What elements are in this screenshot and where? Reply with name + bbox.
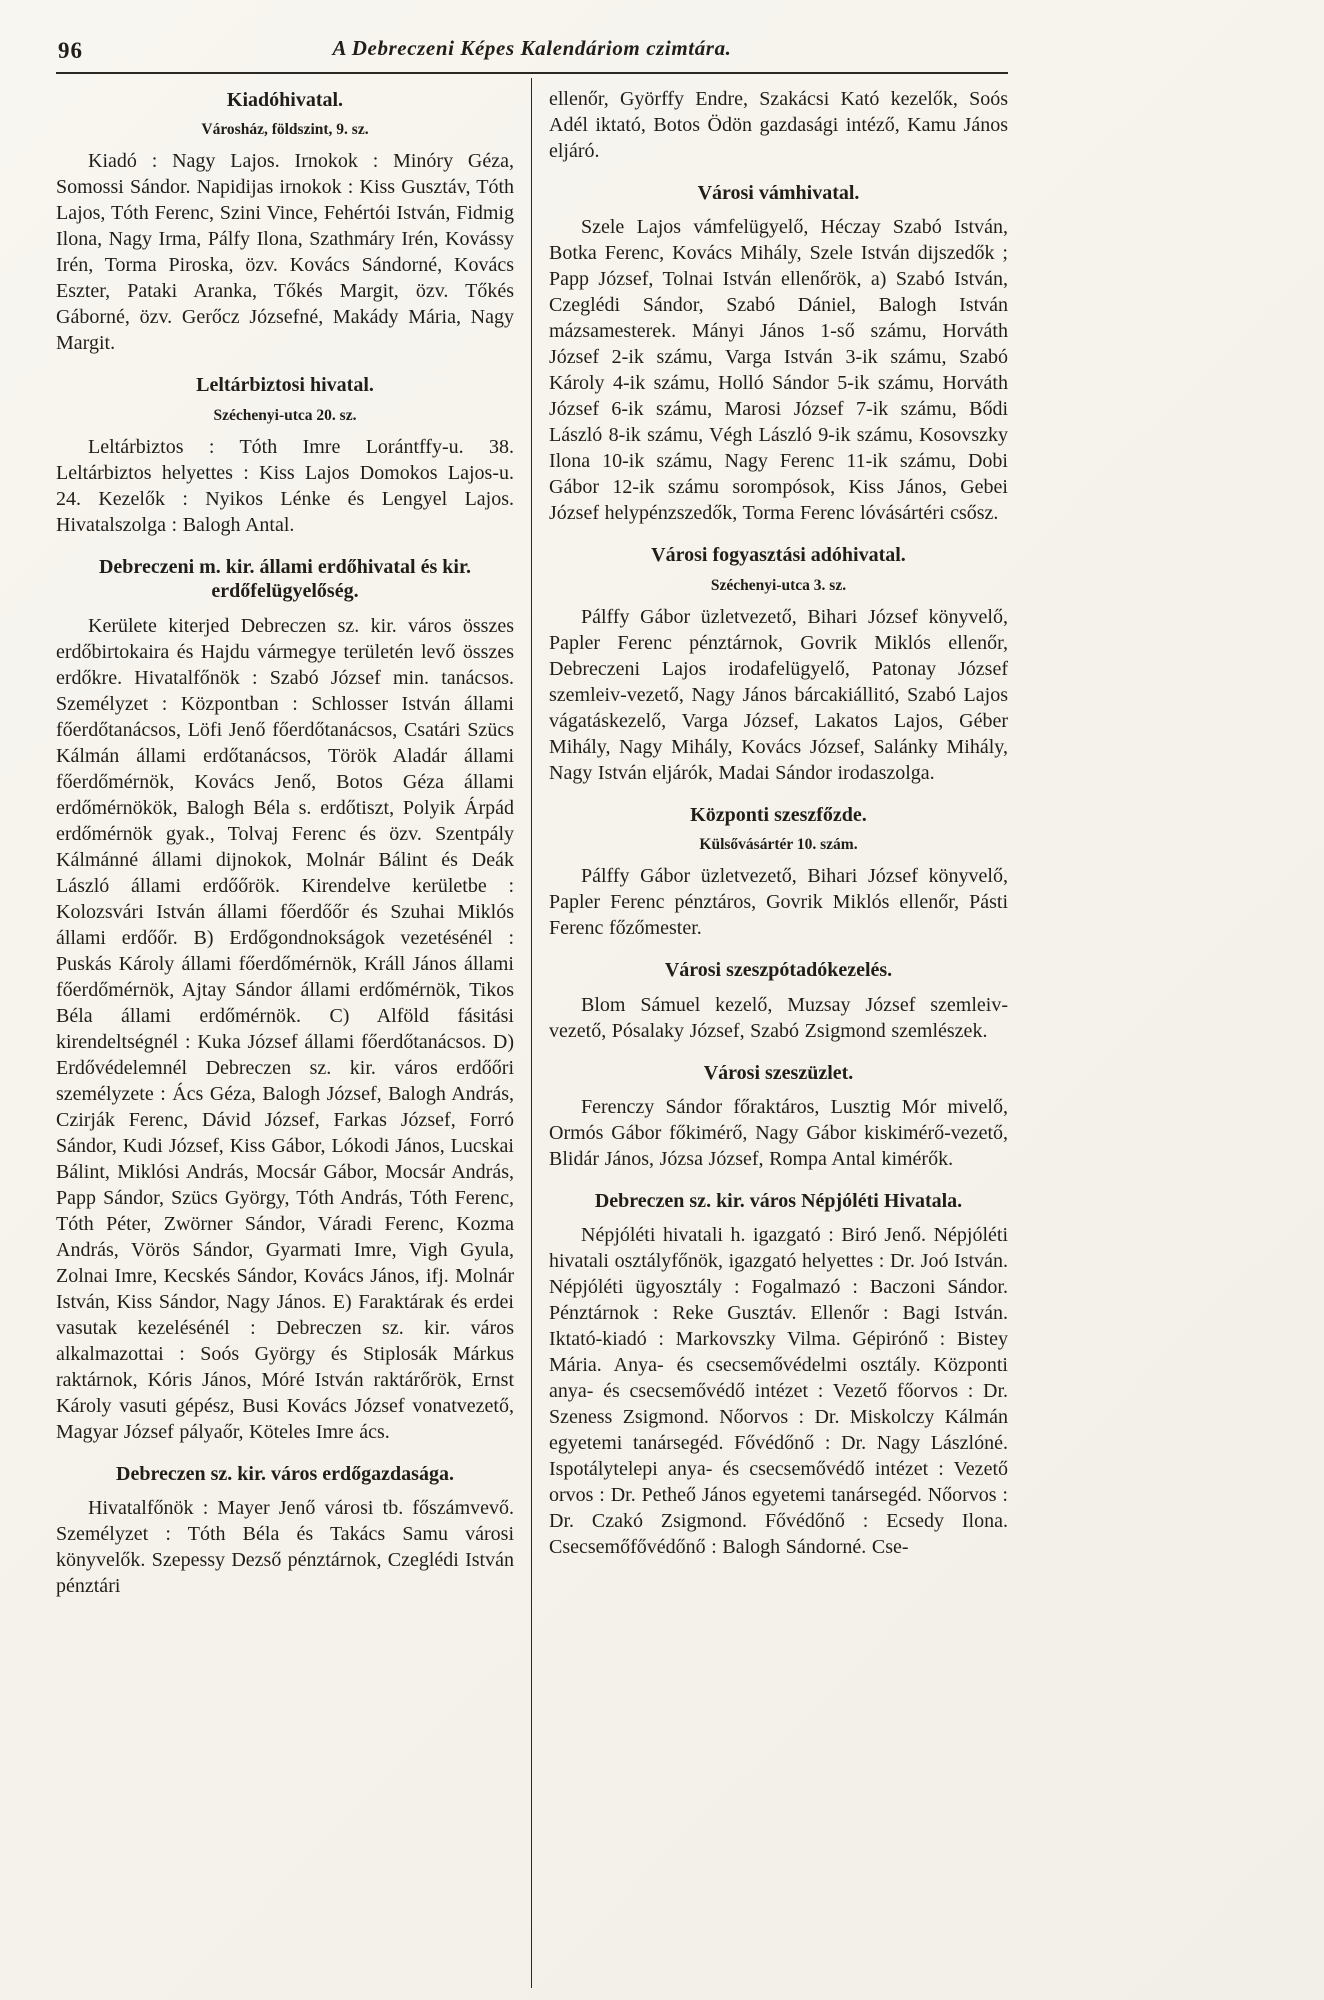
section-address: Széchenyi-utca 20. sz. <box>213 406 357 424</box>
page-number: 96 <box>58 38 83 63</box>
section-title: Debreczen sz. kir. város erdőgazdasága. <box>116 1462 454 1485</box>
directory-section <box>549 181 1008 526</box>
directory-section <box>549 1061 1008 1172</box>
directory-section <box>56 555 514 1445</box>
body-paragraph: Kerülete kiterjed Debreczen sz. kir. város összes erdőbirtokaira és Hajdu vármegye területén levő összes erdőkre. Hivatalfőnök : Szabó József min. tanácsos. Személyzet : Központban : Schlosser István állami főerdőtanácsos, Löfi Jenő főerdőtanácsos, Csatári Szücs Kálmán állami erdőtanácsos, Török Aladár állami főerdőmérnök, Kovács Jenő, Botos Géza állami erdőmérnökök, Balogh Béla s. erdőtiszt, Polyik Árpád erdőmérnök gyak., Tolvaj Ferenc és özv. Szentpály Kálmánné állami dijnokok, Molnár Bálint és Deák László állami erdőőrök. Kirendelve kerületbe : Kolozsvári István állami főerdőőr és Szuhai Miklós állami erdőőr. B) Erdőgondnokságok vezetésénél : Puskás Károly állami főerdőmérnök, Králl János állami főerdőmérnök, Ajtay Sándor állami erdőmérnök, Tikos Béla állami erdőmérnök. C) Alföld fásitási kirendeltségnél : Kuka József állami főerdőtanácsos. D) Erdővédelemnél Debreczen sz. kir. város erdőőri személyzete : Ács Géza, Balogh József, Balogh András, Czirják Ferenc, Dávid József, Farkas József, Forró Sándor, Kudi József, Kiss Gábor, Lókodi János, Lucskai Bálint, Miklósi András, Mocsár Gábor, Mocsár András, Papp Sándor, Szücs György, Tóth András, Tóth Ferenc, Tóth Péter, Zwörner Sándor, Váradi Ferenc, Kozma András, Vörös Sándor, Gyarmati Imre, Vigh Gyula, Zolnai Imre, Kecskés Sándor, Kovács János, ifj. Molnár István, Kiss Sándor, Nagy János. E) Faraktárak és erdei vasutak kezelésénél : Debreczen sz. kir. város alkalmazottai : Soós György és Stiplosák Márkus raktárnok, Kóris János, Móré István raktárőrök, Ernst Károly vasuti gépész, Busi Kovács József vonatvezető, Magyar József pályaőr, Köteles Imre ács. <box>56 614 514 1443</box>
body-paragraph: Pálffy Gábor üzletvezető, Bihari József könyvelő, Papler Ferenc pénztáros, Govrik Miklós ellenőr, Pásti Ferenc főzőmester. <box>549 865 1008 940</box>
continuation-paragraph: ellenőr, Györffy Endre, Szakácsi Kató kezelők, Soós Adél iktató, Botos Ödön gazdasági intéző, Kamu János eljáró. <box>549 88 1008 162</box>
body-paragraph: Szele Lajos vámfelügyelő, Héczay Szabó István, Botka Ferenc, Kovács Mihály, Szele István dijszedők ; Papp József, Tolnai István ellenőrök, a) Szabó István, Czeglédi Sándor, Szabó Dániel, Balogh István mázsamesterek. Mányi János 1-ső számu, Horváth József 2-ik számu, Varga István 3-ik számu, Szabó Károly 4-ik számu, Holló Sándor 5-ik számu, Horváth József 6-ik számu, Marosi József 7-ik számu, Bődi László 8-ik számu, Végh László 9-ik számu, Kosovszky Ilona 10-ik számu, Nagy Ferenc 11-ik számu, Dobi Gábor 12-ik számu sorompósok, Kiss János, Gebei József helypénzszedők, Torma Ferenc lóvásártéri csősz. <box>549 216 1008 525</box>
section-address: Külsővásártér 10. szám. <box>699 836 858 854</box>
section-title: Központi szeszfőzde. <box>690 803 867 826</box>
body-paragraph: Ferenczy Sándor főraktáros, Lusztig Mór mivelő, Ormós Gábor főkimérő, Nagy Gábor kiskimérő-vezető, Blidár János, Józsa József, Rompa Antal kimérők. <box>549 1095 1008 1170</box>
right-column <box>532 78 1008 1988</box>
directory-section <box>549 543 1008 785</box>
directory-section <box>56 88 514 356</box>
page-header <box>56 36 1008 68</box>
directory-section <box>549 86 1008 164</box>
directory-section <box>56 373 514 537</box>
body-paragraph: Hivatalfőnök : Mayer Jenő városi tb. főszámvevő. Személyzet : Tóth Béla és Takács Samu városi könyvelők. Szepessy Dezső pénztárnok, Czeglédi István pénztári <box>56 1496 514 1597</box>
body-paragraph: Pálffy Gábor üzletvezető, Bihari József könyvelő, Papler Ferenc pénztárnok, Govrik Miklós ellenőr, Debreczeni Lajos irodafelügyelő, Patonay József szemleiv-vezető, Nagy János bárcakiállitó, Szabó Lajos vágatáskezelő, Varga József, Lakatos Lajos, Géber Mihály, Nagy Mihály, Kovács József, Salánky Mihály, Nagy István eljárók, Madai Sándor irodaszolga. <box>549 605 1008 784</box>
two-column-content <box>56 78 1008 1988</box>
section-title: Debreczeni m. kir. állami erdőhivatal és kir. erdőfelügyelőség. <box>98 555 471 603</box>
section-address: Városház, földszint, 9. sz. <box>201 121 369 139</box>
section-title: Városi vámhivatal. <box>697 182 860 204</box>
header-rule <box>56 72 1008 74</box>
body-paragraph: Kiadó : Nagy Lajos. Irnokok : Minóry Géza, Somossi Sándor. Napidijas irnokok : Kiss Gusztáv, Tóth Lajos, Tóth Ferenc, Szini Vince, Fehértói István, Fidmig Ilona, Nagy Irma, Pálfy Ilona, Szathmáry Irén, Kovássy Irén, Torma Piroska, özv. Kovács Sándorné, Kovács Eszter, Pataki Aranka, Tőkés Margit, özv. Tőkés Gáborné, özv. Gerőcz Józsefné, Makády Mária, Nagy Margit. <box>56 150 514 355</box>
directory-section <box>549 1189 1008 1560</box>
body-paragraph: Blom Sámuel kezelő, Muzsay József szemleiv-vezető, Pósalaky József, Szabó Zsigmond szemlészek. <box>549 993 1008 1042</box>
body-paragraph: Népjóléti hivatali h. igazgató : Biró Jenő. Népjóléti hivatali osztályfőnök, igazgató helyettes : Dr. Joó István. Népjóléti ügyosztály : Fogalmazó : Baczoni Sándor. Pénztárnok : Reke Gusztáv. Ellenőr : Bagi István. Iktató-kiadó : Markovszky Vilma. Gépirónő : Bistey Mária. Anya- és csecsemővédelmi osztály. Központi anya- és csecsemővédő intézet : Vezető főorvos : Dr. Szeness Zsigmond. Nőorvos : Dr. Miskolczy Kálmán egyetemi tanársegéd. Fővédőnő : Dr. Nagy Lászlóné. Ispotálytelepi anya- és csecsemővédő intézet : Vezető orvos : Dr. Petheő János egyetemi tanársegéd. Nőorvos : Dr. Czakó Zsigmond. Fővédőnő : Ecsedy Ilona. Csecsemőfővédőnő : Balogh Sándorné. Cse- <box>549 1224 1008 1559</box>
section-title: Városi szeszüzlet. <box>703 1061 854 1084</box>
section-title: Leltárbiztosi hivatal. <box>196 374 374 397</box>
left-column <box>56 78 532 1988</box>
page-title: A Debreczeni Képes Kalendáriom czimtára. <box>332 36 732 60</box>
section-title: Városi fogyasztási adóhivatal. <box>651 544 906 567</box>
section-title: Városi szeszpótadókezelés. <box>664 959 893 982</box>
directory-section <box>549 958 1008 1043</box>
page-content-area <box>56 36 1008 1988</box>
section-address: Széchenyi-utca 3. sz. <box>710 576 847 594</box>
directory-section <box>56 1462 514 1599</box>
section-title: Kiadóhivatal. <box>226 89 344 111</box>
body-paragraph: Leltárbiztos : Tóth Imre Lorántffy-u. 38. Leltárbiztos helyettes : Kiss Lajos Domokos Lajos-u. 24. Kezelők : Nyikos Lénke és Lengyel Lajos. Hivatalszolga : Balogh Antal. <box>56 435 514 536</box>
directory-section <box>549 803 1008 941</box>
section-title: Debreczen sz. kir. város Népjóléti Hivatala. <box>594 1189 963 1212</box>
